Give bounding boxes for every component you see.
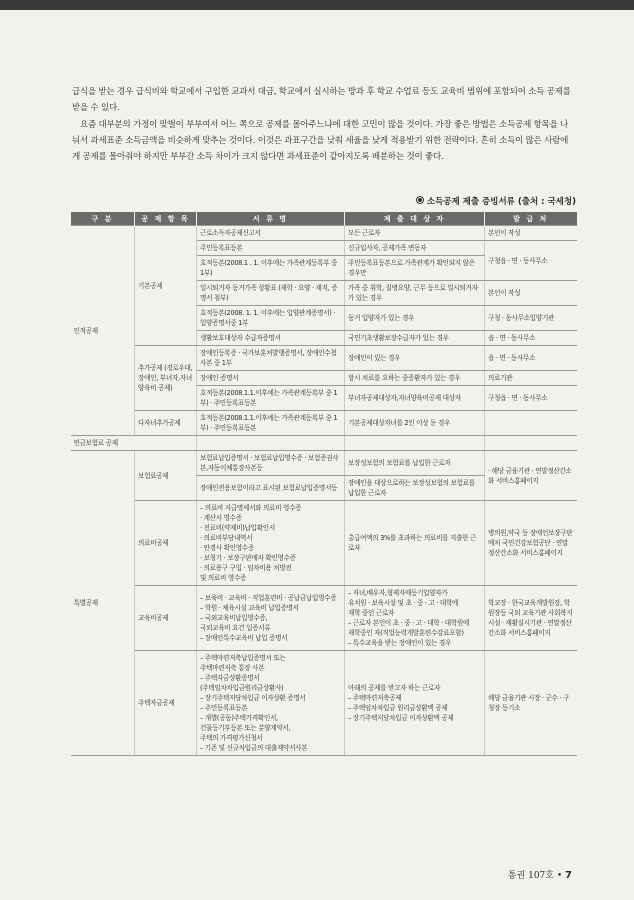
cell-document: 근로소득자공제신고서 <box>197 226 345 241</box>
intro-text <box>72 84 572 165</box>
cell-document: 호적등본(2008. 1. 1. 이후에는 입양관계증명서) · 입양증명서중 1부 <box>197 306 345 331</box>
cell-issuer: 구청 · 동사무소입양기관 <box>485 306 577 331</box>
cell-issuer: · 해당 금융기관 · 연말정산간소화 서비스홈페이지 <box>485 451 577 501</box>
cell-submitter: 가족 중 취학, 질병요양, 근무 등으로 일시퇴거자가 있는 경우 <box>345 281 485 306</box>
table-row <box>71 436 577 451</box>
intro-paragraph-2: 요즘 대부분의 가정이 맞벌이 부부여서 어느 쪽으로 공제를 몰아주느냐에 대한 고민이 많을 것이다. 가장 좋은 방법은 소득공제 항목을 나눠서 과세표준 소득금액을 비슷하게 맞추는 것이다. 이것은 과표구간을 낮춰 세율을 낮게 적용받기 위한 전략이다. 흔히 소득이 많은 사람에게 공제를 몰아줘야 하지만 부부간 소득 차이가 크지 않다면 과세표준이 같아지도록 배분하는 것이 좋다. <box>72 119 569 163</box>
intro-paragraph-1: 급식을 받는 경우 급식비와 학교에서 구입한 교과서 대금, 학교에서 실시하는 방과 후 학교 수업료 등도 교육비 범위에 포함되어 소득 공제를 받을 수 있다. <box>72 87 571 114</box>
cell-document: – 주택마련저축납입증명서 또는 주택마련저축 통장 사본 – 주택자금상환증명서 (주택임차차입금원리금상환사) – 장기주택저당차입금 이자상환 증명서 – 주민등록표등본 – 개별(공동)주택가격확인서, 건물등기부등본 또는 분양계약서, 주택의 가격평가신청서 – 기존 및 신규차입금의 대출계약서사본 <box>197 651 345 756</box>
cell-document: 호적등본(2008.1 . 1. 이후에는 가족관계등록부 중 1부) <box>197 256 345 281</box>
cell-document: 장애인전용보험이라고 표시된 보험료납입증명서등 <box>197 476 345 501</box>
cell-item: 기본공제 <box>135 226 197 346</box>
cell-issuer: 본인이 작성 <box>485 226 577 241</box>
cell-item: 의료비공제 <box>135 501 197 586</box>
cell-issuer: 의료기관 <box>485 371 577 386</box>
header-item: 공 제 항 목 <box>135 212 197 226</box>
cell-category: 연금보험료 공제 <box>71 436 197 451</box>
cell-submitter: 부녀자공제대상자,자녀양육비공제 대상자 <box>345 386 485 411</box>
table-header-row <box>71 212 577 226</box>
cell-submitter: 장애인을 대상으로하는 보장성보험의 보험료를 납입한 근로자 <box>345 476 485 501</box>
deduction-documents-table <box>70 212 577 756</box>
cell-submitter: 아래의 공제를 받고자 하는 근로자 – 주택마련저축공제 – 주택임차차입금 원리금상환액 공제 – 장기주택저당차입금 이자상환액 공제 <box>345 651 485 756</box>
cell-submitter: 장애인이 있는 경우 <box>345 346 485 371</box>
table-row <box>71 226 577 241</box>
cell-item: 다자녀추가공제 <box>135 411 197 436</box>
cell-document: 호적등본(2008.1.1.이후에는 가족관계등록부 중 1부) · 주민등록표등본 <box>197 386 345 411</box>
cell-issuer: 구청읍 · 면 · 동사무소 <box>485 386 577 411</box>
table-row <box>71 501 577 586</box>
cell-document: 장애인 증명서 <box>197 371 345 386</box>
header-document: 서 류 명 <box>197 212 345 226</box>
table-row <box>71 451 577 476</box>
header-category: 구 분 <box>71 212 135 226</box>
cell-category: 특별공제 <box>71 451 135 756</box>
cell-item: 추가공제 (경로우대,장애인, 부녀자,자녀양육비 공제) <box>135 346 197 411</box>
cell-submitter: 기본공제대상자녀를 2인 이상 둔 경우 <box>345 411 485 436</box>
cell-issuer: 병의원,약국 등 장애인보장구판매처 국민건강보험공단 · 연말정산간소화 서비스홈페이지 <box>485 501 577 586</box>
table-row <box>71 346 577 371</box>
cell-document: 일시퇴거자 동거가족 상황표 (재학 · 요양 · 재직, 증명서 첨부) <box>197 281 345 306</box>
cell-document: 주민등록표등본 <box>197 241 345 256</box>
cell-submitter: 항시 치료를 요하는 중증환자가 있는 경우 <box>345 371 485 386</box>
header-issuer: 발 급 처 <box>485 212 577 226</box>
table-row <box>71 411 577 436</box>
cell-document: 장애인등록증 · 국가보훈처발행증명서, 장애인수첩사본 중 1부 <box>197 346 345 371</box>
cell-document <box>197 436 345 451</box>
cell-document: – 보육비 · 교육비 · 직업훈련비 · 공납금납입영수증 – 학원 · 체육시설 교육비 납입증명서 – 국외교육비납입영수증, 국외교육비 요건 입증서류 – 장애인특수교육비 납입 증명서 <box>197 586 345 651</box>
cell-submitter: 주민등록표등본으로 가족관계가 확인되지 않은 경우만 <box>345 256 485 281</box>
table-row <box>71 586 577 651</box>
header-submitter: 제 출 대 상 자 <box>345 212 485 226</box>
cell-submitter: 국민기초생활보장수급자가 있는 경우 <box>345 331 485 346</box>
cell-document: 호적등본(2008.1.1.이후에는 가족관계등록부 중 1부) · 주민등록표등본 <box>197 411 345 436</box>
cell-item: 교육비공제 <box>135 586 197 651</box>
cell-issuer: 구청읍 · 면 · 동사무소 <box>485 241 577 281</box>
cell-submitter: 동거 입양자가 있는 경우 <box>345 306 485 331</box>
issue-label: 통권 107호 • <box>507 871 563 881</box>
cell-issuer: 읍 · 면 · 동사무소 <box>485 331 577 346</box>
table-title <box>376 195 576 207</box>
table-row <box>71 651 577 756</box>
cell-issuer <box>485 411 577 436</box>
cell-issuer: 읍 · 면 · 동사무소 <box>485 346 577 371</box>
top-bar <box>0 0 634 10</box>
cell-document: – 의료비 지급명세서와 의료비 영수증 · 계산서 영수증 · 진료비(약제비)납입확인서 · 의료비부담내역서 · 안경사 확인영수증 · 보청기 · 보장구판매자 확인영수증 · 의료용구 구입 · 임차비용 처방전 및 의료비 영수증 <box>197 501 345 586</box>
cell-submitter: 모든 근로자 <box>345 226 485 241</box>
table-title-text: 소득공제 제출 증빙서류 (출처 : 국세청) <box>426 197 576 207</box>
cell-document: 생활보호대상자 수급자증명서 <box>197 331 345 346</box>
cell-issuer: 본인이 작성 <box>485 281 577 306</box>
page-number: 7 <box>565 870 572 881</box>
bullet-icon <box>416 196 424 204</box>
cell-category: 인적공제 <box>71 226 135 436</box>
cell-item: 주택자금공제 <box>135 651 197 756</box>
cell-submitter: 총급여액의 3%를 초과하는 의료비를 지출한 근로자 <box>345 501 485 586</box>
cell-issuer: 학교장 · 한국교육개발원장, 학원장등 국외 교육기관 사회복지시설 · 재활실시기관 · 연말정산간소화 서비스홈페이지 <box>485 586 577 651</box>
cell-submitter: 보장성보험의 보험료를 납입한 근로자 <box>345 451 485 476</box>
cell-issuer <box>485 436 577 451</box>
cell-document: 보험료납입증명서 · 보험료납입영수증 · 보험증권사본,자동이체통장사본등 <box>197 451 345 476</box>
cell-issuer: 해당 금융기관 시장 · 군수 · 구청장 등기소 <box>485 651 577 756</box>
cell-submitter: 신규입사자, 공제가족 변동자 <box>345 241 485 256</box>
cell-submitter: – 자녀,배우자,형제자매등기입양자가 유치원 · 보육시설 및 초 · 중 · 고 · 대학에 재학 중인 근로자 – 근로자 본인이 초 · 중 · 고 · 대학 · 대학원에 재학중인 자(직업능력개발훈련수강료포함) – 특수교육을 받는 장애인이 있는 경우 <box>345 586 485 651</box>
page-footer <box>508 868 572 881</box>
cell-item: 보험료공제 <box>135 451 197 501</box>
cell-submitter <box>345 436 485 451</box>
